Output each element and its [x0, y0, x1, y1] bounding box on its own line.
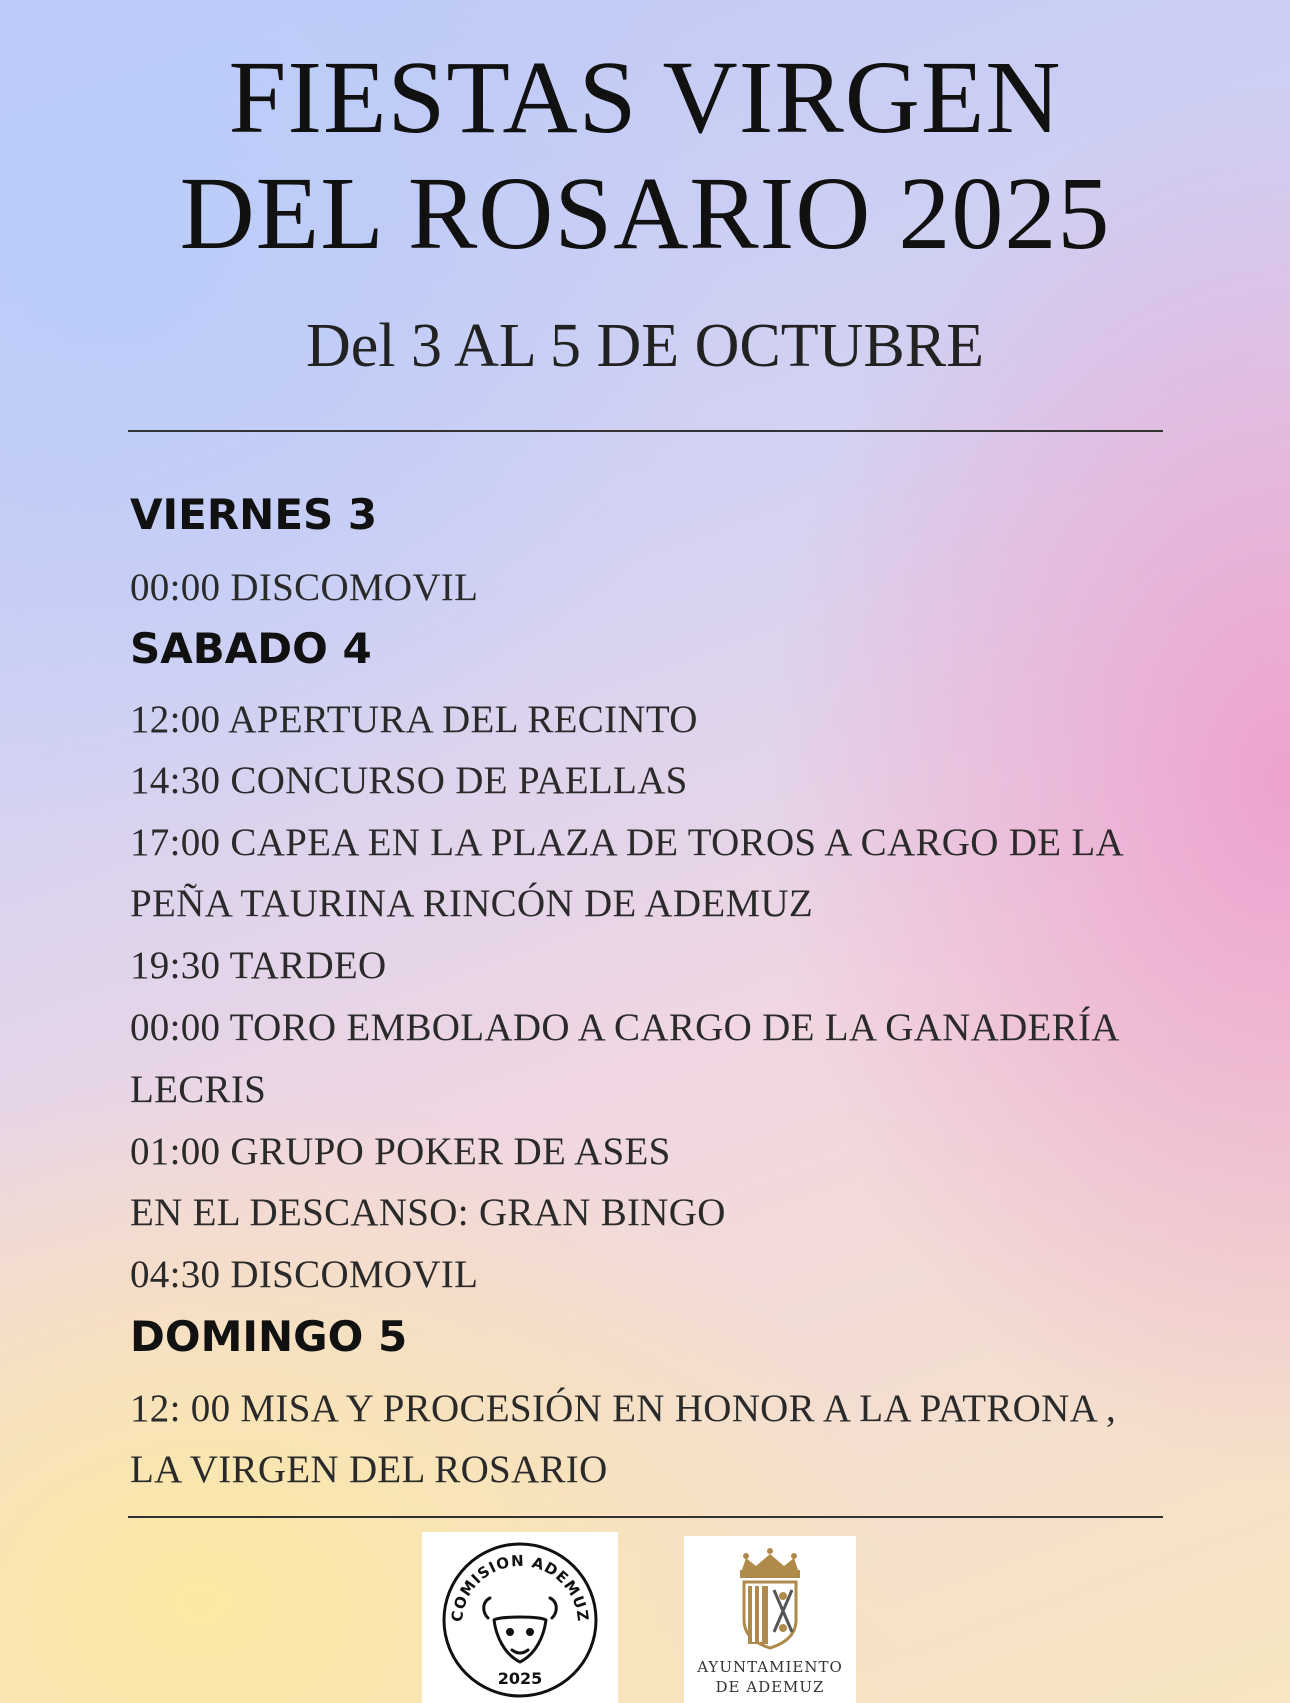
day-heading-sunday: DOMINGO 5 [130, 1312, 408, 1361]
schedule-item: 17:00 CAPEA EN LA PLAZA DE TOROS A CARGO DE LA [130, 821, 1124, 864]
comision-arc-text: COMISION ADEMUZ [447, 1551, 593, 1623]
schedule-item: PEÑA TAURINA RINCÓN DE ADEMUZ [130, 882, 814, 925]
schedule-item: 12:00 APERTURA DEL RECINTO [130, 698, 698, 741]
schedule-item: 00:00 DISCOMOVIL [130, 566, 479, 609]
schedule-item: 12: 00 MISA Y PROCESIÓN EN HONOR A LA PATRONA , [130, 1387, 1117, 1430]
day-heading-friday: VIERNES 3 [130, 490, 378, 539]
schedule-item: EN EL DESCANSO: GRAN BINGO [130, 1191, 726, 1234]
top-divider [128, 430, 1163, 432]
bull-head-icon [484, 1598, 557, 1662]
day-heading-saturday: SABADO 4 [130, 624, 372, 673]
ayuntamiento-ademuz-logo [684, 1536, 856, 1703]
schedule-item: 19:30 TARDEO [130, 944, 387, 987]
schedule-item: LA VIRGEN DEL ROSARIO [130, 1448, 608, 1491]
comision-ademuz-logo [422, 1532, 618, 1703]
date-range-subtitle: Del 3 AL 5 DE OCTUBRE [306, 312, 984, 380]
page-title-line-1: FIESTAS VIRGEN [228, 40, 1062, 155]
ayuntamiento-text-line1: AYUNTAMIENTO [697, 1658, 843, 1676]
comision-year: 2025 [497, 1669, 543, 1688]
schedule-item: 00:00 TORO EMBOLADO A CARGO DE LA GANADERÍA [130, 1006, 1120, 1049]
schedule-item: LECRIS [130, 1068, 267, 1111]
bottom-divider [128, 1516, 1163, 1518]
schedule-item: 14:30 CONCURSO DE PAELLAS [130, 759, 688, 802]
coat-of-arms-icon [740, 1548, 800, 1648]
schedule-item: 01:00 GRUPO POKER DE ASES [130, 1130, 671, 1173]
page-title-line-2: DEL ROSARIO 2025 [179, 156, 1111, 271]
schedule-item: 04:30 DISCOMOVIL [130, 1253, 479, 1296]
ayuntamiento-text-line2: DE ADEMUZ [715, 1678, 825, 1696]
